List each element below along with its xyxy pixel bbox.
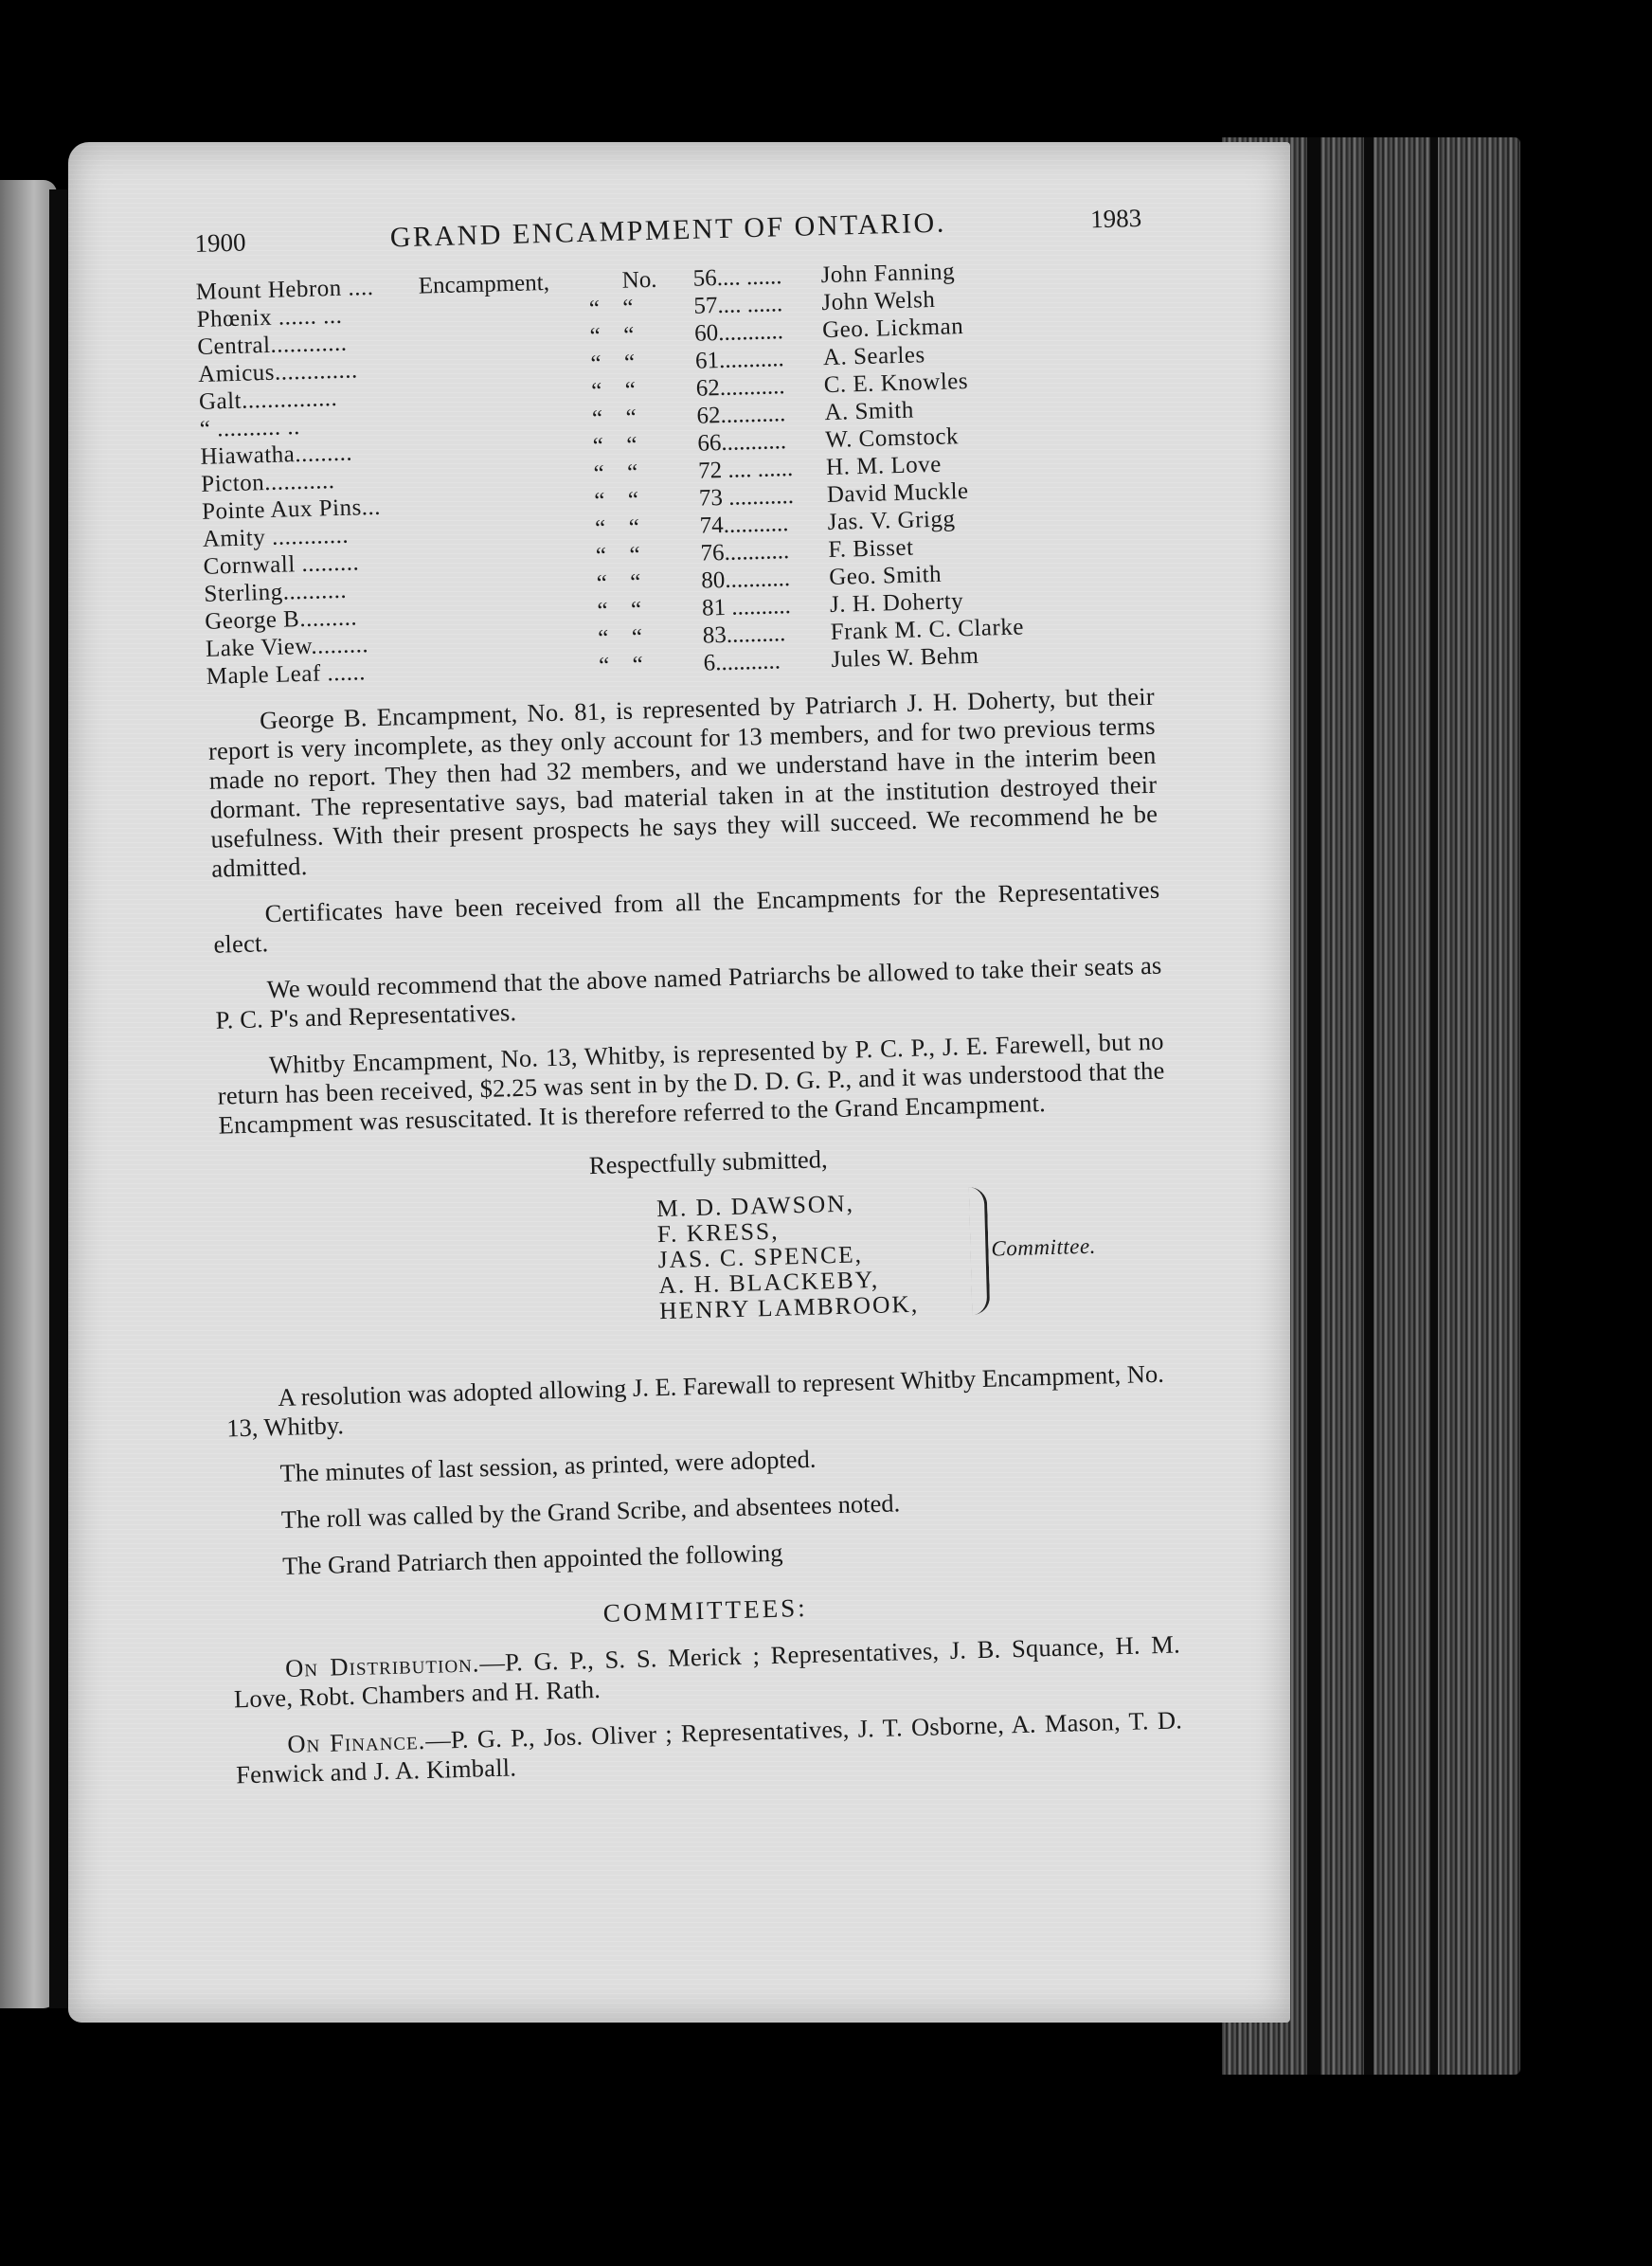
number-label: “ [624,377,637,404]
encampment-number: 61........... [694,346,785,374]
ditto-mark: “ [598,653,610,679]
number-label: “ [628,514,640,541]
committee-entry [233,1629,1181,1714]
encampment-word [421,351,568,382]
encampment-name: Picton........... [200,468,335,497]
ditto-mark: “ [592,433,604,459]
encampment-name: Sterling.......... [204,577,348,607]
number-label: “ [627,487,639,513]
report-paragraph: Certificates have been received from all the Encampments for the Representatives elect. [213,874,1160,959]
representative-name: J. H. Doherty [829,588,964,618]
encampment-word [423,460,571,492]
representative-name: Jules W. Behm [831,642,979,673]
representative-name: Jas. V. Grigg [827,506,956,536]
ditto-mark: “ [589,323,602,350]
encampment-number: 76........... [700,538,790,566]
representative-name: John Welsh [821,286,936,316]
committee-members: —P. G. P., Jos. Oliver ; Representatives, J. T. Osborne, A. Mason, T. D. Fenwick and J. A. Kimball. [235,1705,1183,1789]
encampment-name: Hiawatha......... [200,440,353,470]
binding-gutter [49,189,70,2008]
signatory-name: HENRY LAMBROOK, [658,1289,920,1325]
representative-name: W. Comstock [824,423,960,454]
committee-label: Committee. [991,1233,1097,1261]
ditto-mark: “ [594,488,605,514]
representative-name: Frank M. C. Clarke [830,614,1025,645]
report-paragraph: Whitby Encampment, No. 13, Whitby, is represented by P. C. P., J. E. Farewell, but no return has been received, $2.25 was sent in by the D. D. G. P., and it was understood that the Encampment was resuscitated. It is therefore referred to the Grand Encampment. [217,1026,1165,1140]
representatives-roll [195,253,1153,691]
ditto-mark: “ [595,543,607,569]
number-label: “ [625,405,637,431]
signatory-name: A. H. BLACKEBY, [657,1265,880,1300]
signatory-name: JAS. C. SPENCE, [657,1240,864,1274]
committees-heading: COMMITTEES: [602,1593,809,1628]
page-title: GRAND ENCAMPMENT OF ONTARIO. [389,207,947,254]
encampment-name: Pointe Aux Pins... [201,494,382,525]
report-paragraph: George B. Encampment, No. 81, is represented by Patriarch J. H. Doherty, but their report is very incomplete, as they only account for 13 members, and for two previous terms made no report. They then had 32 members, and we understand have in the interim been dormant. The representative says, bad material taken in at the institution destroyed their usefulness. With their present prospects he says they will succeed. We recommend he be admitted. [207,681,1158,883]
committee-members: —P. G. P., S. S. Merick ; Representatives, J. B. Squance, H. M. Love, Robt. Chambers and H. Rath. [233,1629,1181,1714]
encampment-word: Encampment, [418,269,550,299]
report-paragraph: We would recommend that the above named Patriarchs be allowed to take their seats as P. C. P's and Representatives. [215,950,1162,1034]
encampment-name: Lake View......... [205,632,369,662]
minutes-paragraph: The roll was called by the Grand Scribe, and absentees noted. [280,1488,901,1535]
representative-name: Geo. Lickman [821,314,964,344]
representative-name: David Muckle [826,477,969,509]
encampment-name: George B......... [204,604,358,635]
encampment-number: 62........... [695,373,785,402]
encampment-word [422,378,569,409]
encampment-number: 81 .......... [701,593,792,621]
minutes-paragraph: The minutes of last session, as printed, were adopted. [279,1444,817,1488]
number-label: “ [626,432,637,459]
page-edge-shadow [1307,137,1320,2075]
number-label: “ [622,322,635,349]
ditto-mark: “ [597,598,609,624]
encampment-number: 83.......... [702,620,786,649]
representative-name: H. M. Love [825,451,943,481]
ditto-mark: “ [594,515,606,542]
signatory-name: M. D. DAWSON, [655,1189,855,1223]
encampment-word [427,598,575,629]
signature-block [656,1182,1171,1324]
signatory-name: F. KRESS, [656,1216,780,1249]
encampment-word [425,543,573,574]
previous-page-edge [0,180,57,2008]
number-label: “ [631,624,643,651]
left-page-number: 1900 [194,227,246,258]
encampment-name: Amicus............. [197,357,359,387]
number-label: “ [632,652,644,678]
ditto-mark: “ [588,296,601,322]
representative-name: C. E. Knowles [823,368,969,399]
ditto-mark: “ [590,378,602,405]
number-label: “ [630,597,642,623]
ditto-mark: “ [596,570,608,597]
encampment-number: 66........... [697,428,787,457]
encampment-name: Maple Leaf ...... [206,659,367,690]
ditto-mark [565,267,622,297]
encampment-number: 56.... ...... [692,263,782,292]
number-label: “ [622,295,634,321]
encampment-name: Cornwall ......... [203,549,360,580]
number-label: “ [629,542,641,568]
ditto-mark: “ [597,625,609,652]
representative-name: A. Smith [824,397,915,426]
closing-line: Respectfully submitted, [588,1144,828,1180]
encampment-name: Amity ............ [202,522,350,552]
minutes-paragraph: The Grand Patriarch then appointed the following [281,1538,783,1580]
page-edge-shadow [1364,137,1374,2075]
encampment-name: “ .......... .. [199,414,301,442]
page-edge-shadow [1430,137,1438,2075]
number-label: No. [621,266,657,294]
encampment-word [420,323,567,354]
encampment-number: 80........... [700,566,791,594]
encampment-word [424,515,572,547]
encampment-word [422,433,570,464]
encampment-number: 62........... [696,401,786,429]
encampment-name: Phœnix ...... ... [196,302,343,333]
page-content [194,202,1183,1789]
right-page-number: 1983 [1089,203,1142,234]
encampment-number: 6........... [703,648,781,676]
committee-name: On Distribution. [284,1648,480,1682]
ditto-mark: “ [590,351,602,377]
encampment-word [424,488,572,519]
encampment-word [428,625,576,656]
minutes-paragraph: A resolution was adopted allowing J. E. Farewall to represent Whitby Encampment, No. 13, Whitby. [225,1358,1165,1443]
encampment-name: Mount Hebron .... [195,274,374,305]
encampment-number: 74........... [699,511,789,539]
encampment-word [419,296,566,327]
number-label: “ [629,569,641,596]
encampment-name: Galt............... [198,385,338,415]
representative-name: A. Searles [822,342,926,371]
encampment-name: Central............ [197,330,348,360]
committee-name: On Finance. [286,1725,426,1758]
representative-name: Geo. Smith [828,561,943,591]
representative-name: F. Bisset [828,534,914,564]
ditto-mark: “ [591,405,603,432]
ditto-mark: “ [593,460,605,487]
encampment-number: 60........... [693,318,784,347]
encampment-number: 72 .... ...... [697,455,794,484]
representative-name: John Fanning [820,259,956,289]
number-label: “ [623,350,636,376]
encampment-word [426,570,574,602]
encampment-word [422,405,569,437]
encampment-word [428,653,576,684]
curly-brace [969,1187,991,1315]
encampment-number: 57.... ...... [693,291,783,319]
number-label: “ [626,459,638,486]
encampment-number: 73 ........... [698,482,795,512]
